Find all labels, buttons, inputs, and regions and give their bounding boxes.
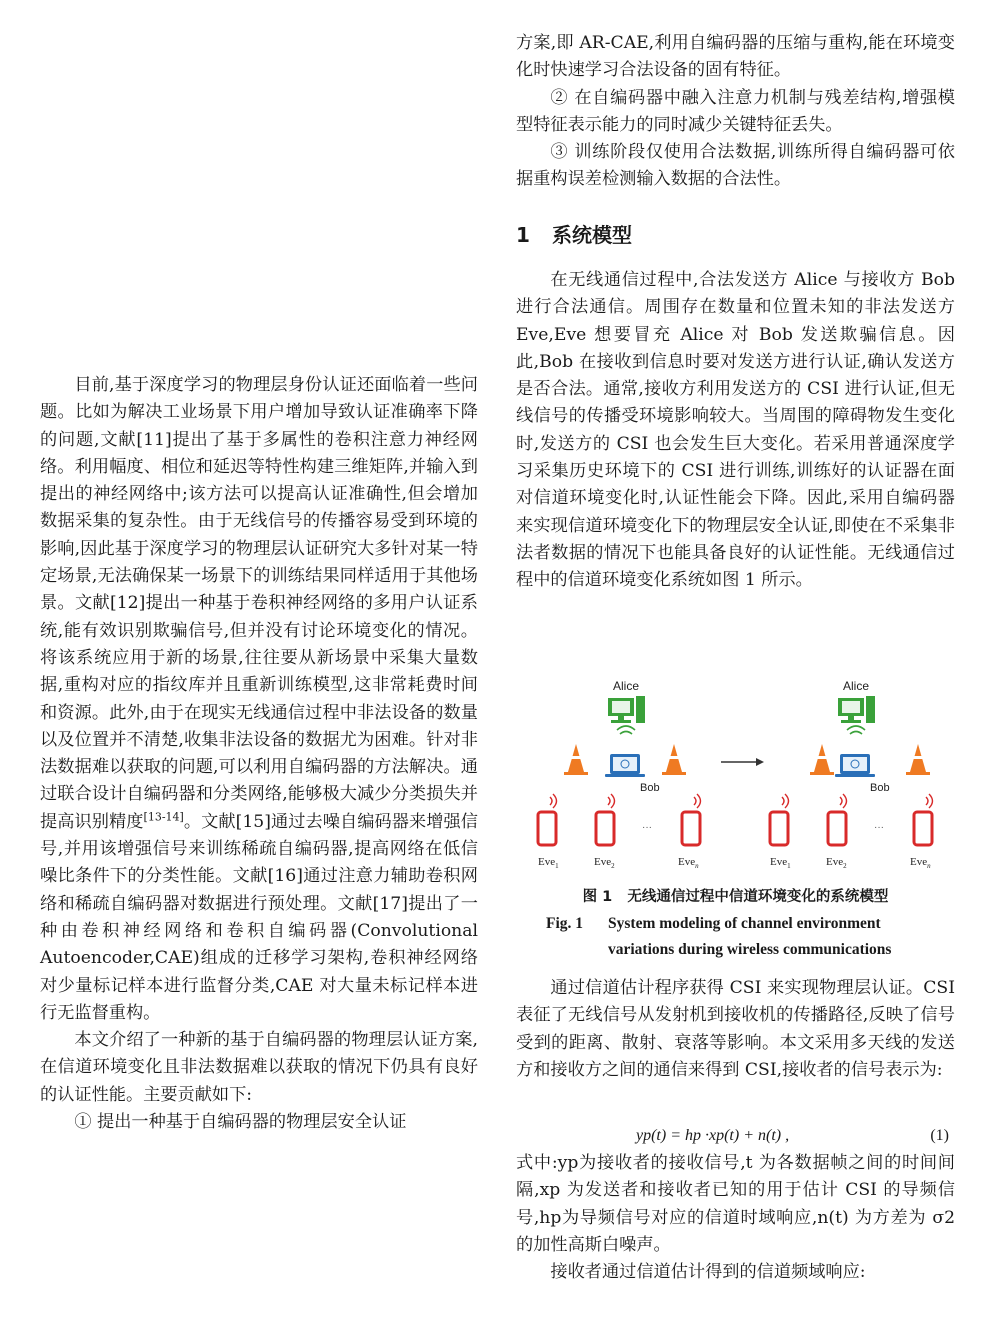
figure-system-model	[516, 672, 955, 882]
caption-cn-text: 无线通信过程中信道环境变化的系统模型	[627, 889, 889, 905]
ellipsis: ···	[642, 822, 652, 833]
wifi-icon	[847, 726, 865, 734]
right-column-top	[516, 30, 955, 194]
eve-phone-icon	[538, 794, 557, 845]
eve2-label: Eve$_2$	[826, 856, 847, 870]
right-column-csi	[516, 975, 955, 1084]
alice-label: Alice	[612, 679, 640, 693]
section-number: 1	[516, 223, 530, 247]
right-column-section	[516, 267, 955, 595]
bob-label: Bob	[640, 782, 660, 794]
eve1-label: Eve$_1$	[538, 856, 559, 870]
even-label: Eve$_n$	[678, 856, 699, 870]
paragraph-contrib-1-cont: 方案,即 AR-CAE,利用自编码器的压缩与重构,能在环境变化时快速学习合法设备的固有特征。	[516, 33, 955, 81]
equation-body: yp(t) = hp ·xp(t) + n(t) ,	[636, 1127, 790, 1144]
figure-caption-en	[516, 911, 955, 963]
paragraph-csi: 通过信道估计程序获得 CSI 来实现物理层认证。CSI 表征了无线信号从发射机到接收机的传播路径,反映了信号受到的距离、散射、衰落等影响。本文采用多天线的发送方和接收方之间的通信来得到 CSI,接收者的信号表示为:	[516, 978, 955, 1080]
obstacle-cone-icon	[662, 744, 686, 775]
obstacle-cone-icon	[564, 744, 588, 775]
paragraph-intro-contrib: 本文介绍了一种新的基于自编码器的物理层认证方案,在信道环境变化且非法数据难以获取的情况下仍具有良好的认证性能。主要贡献如下:	[40, 1030, 478, 1105]
eve-phone-icon	[770, 794, 789, 845]
eve1-label: Eve$_1$	[770, 856, 791, 870]
eve-phone-icon	[682, 794, 701, 845]
alice-label: Alice	[842, 679, 870, 693]
paragraph-related-work	[40, 372, 478, 1027]
paragraph-contrib-2: ② 在自编码器中融入注意力机制与残差结构,增强模型特征表示能力的同时减少关键特征丢失。	[516, 87, 955, 135]
wifi-icon	[617, 726, 635, 734]
even-label: Eve$_n$	[910, 856, 931, 870]
bob-laptop-icon	[605, 754, 645, 777]
eve-phone-icon	[828, 794, 847, 845]
alice-computer-icon	[838, 696, 875, 723]
paragraph-system-model: 在无线通信过程中,合法发送方 Alice 与接收方 Bob 进行合法通信。周围存在数量和位置未知的非法发送方 Eve,Eve 想要冒充 Alice 对 Bob 发送欺骗信息。因此,Bob 在接收到信息时要对发送方进行认证,确认发送方是否合法。通常,接收方利用发送方的 CSI 进行认证,但无线信号的传播受环境影响较大。当周围的障碍物发生变化时,发送方的 CSI 也会发生巨大变化。若采用普通深度学习采集历史环境下的 CSI 进行训练,训练好的认证器在面对信道环境变化时,认证性能会下降。因此,采用自编码器来实现信道环境变化下的物理层安全认证,即使在不采集非法者数据的情况下也能具备良好的认证性能。无线通信过程中的信道环境变化系统如图 1 所示。	[516, 270, 955, 591]
eve-phone-icon	[914, 794, 933, 845]
obstacle-cone-icon	[906, 744, 930, 775]
caption-cn-label: 图 1	[582, 889, 613, 905]
eve2-label: Eve$_2$	[594, 856, 615, 870]
paragraph-contrib-1: ① 提出一种基于自编码器的物理层安全认证	[74, 1112, 407, 1133]
caption-en-label: Fig. 1	[546, 915, 584, 932]
figure-diagram	[516, 672, 955, 882]
paragraph-text: 。文献[15]通过去噪自编码器来增强信号,并用该增强信号来训练稀疏自编码器,提高网络在低信噪比条件下的分类性能。文献[16]通过注意力辅助卷积网络和稀疏自编码器对数据进行预处理。文献[17]提出了一种由卷积神经网络和卷积自编码器(Convolutional Autoencoder,CAE)组成的迁移学习架构,卷积神经网络对少量标记样本进行监督分类,CAE 对大量未标记样本进行无监督重构。	[40, 811, 478, 1023]
equation-1	[516, 1122, 955, 1149]
right-column-where	[516, 1150, 955, 1286]
section-title-text: 系统模型	[552, 223, 632, 247]
bob-label: Bob	[870, 782, 890, 794]
equation-number: (1)	[930, 1127, 949, 1144]
caption-en-line2: variations during wireless communications	[608, 941, 892, 958]
paragraph-freq-response: 接收者通过信道估计得到的信道频域响应:	[550, 1262, 866, 1283]
paragraph-where: 式中:yp为接收者的接收信号,t 为各数据帧之间的时间间隔,xp 为发送者和接收者已知的用于估计 CSI 的导频信号,hp为导频信号对应的信道时域响应,n(t) 为方差为 σ2的加性高斯白噪声。	[516, 1153, 955, 1255]
paragraph-text: 目前,基于深度学习的物理层身份认证还面临着一些问题。比如为解决工业场景下用户增加导致认证准确率下降的问题,文献[11]提出了基于多属性的卷积注意力神经网络。利用幅度、相位和延迟等特性构建三维矩阵,并输入到提出的神经网络中;该方法可以提高认证准确性,但会增加数据采集的复杂性。由于无线信号的传播容易受到环境的影响,因此基于深度学习的物理层认证研究大多针对某一特定场景,无法确保某一场景下的训练结果同样适用于其他场景。文献[12]提出一种基于卷积神经网络的多用户认证系统,能有效识别欺骗信号,但并没有讨论环境变化的情况。将该系统应用于新的场景,往往要从新场景中采集大量数据,重构对应的指纹库并且重新训练模型,这非常耗费时间和资源。此外,由于在现实无线通信过程中非法设备的数量以及位置并不清楚,收集非法设备的数据尤为困难。针对非法数据难以获取的问题,可以利用自编码器的方法解决。通过联合设计自编码器和分类网络,能够极大减少分类损失并提高识别精度	[40, 375, 478, 832]
ellipsis: ···	[874, 822, 884, 833]
left-column	[40, 372, 478, 1136]
bob-laptop-icon	[835, 754, 875, 777]
alice-computer-icon	[608, 696, 645, 723]
eve-phone-icon	[596, 794, 615, 845]
transition-arrow-icon	[721, 758, 764, 766]
caption-en-line1: System modeling of channel environment	[608, 915, 881, 932]
section-heading	[516, 221, 632, 249]
right-scene	[770, 679, 933, 870]
figure-caption-cn	[516, 884, 955, 910]
left-scene	[538, 679, 701, 870]
paragraph-contrib-3: ③ 训练阶段仅使用合法数据,训练所得自编码器可依据重构误差检测输入数据的合法性。	[516, 142, 955, 190]
obstacle-cone-icon	[810, 744, 834, 775]
citation-superscript: [13-14]	[143, 810, 184, 824]
